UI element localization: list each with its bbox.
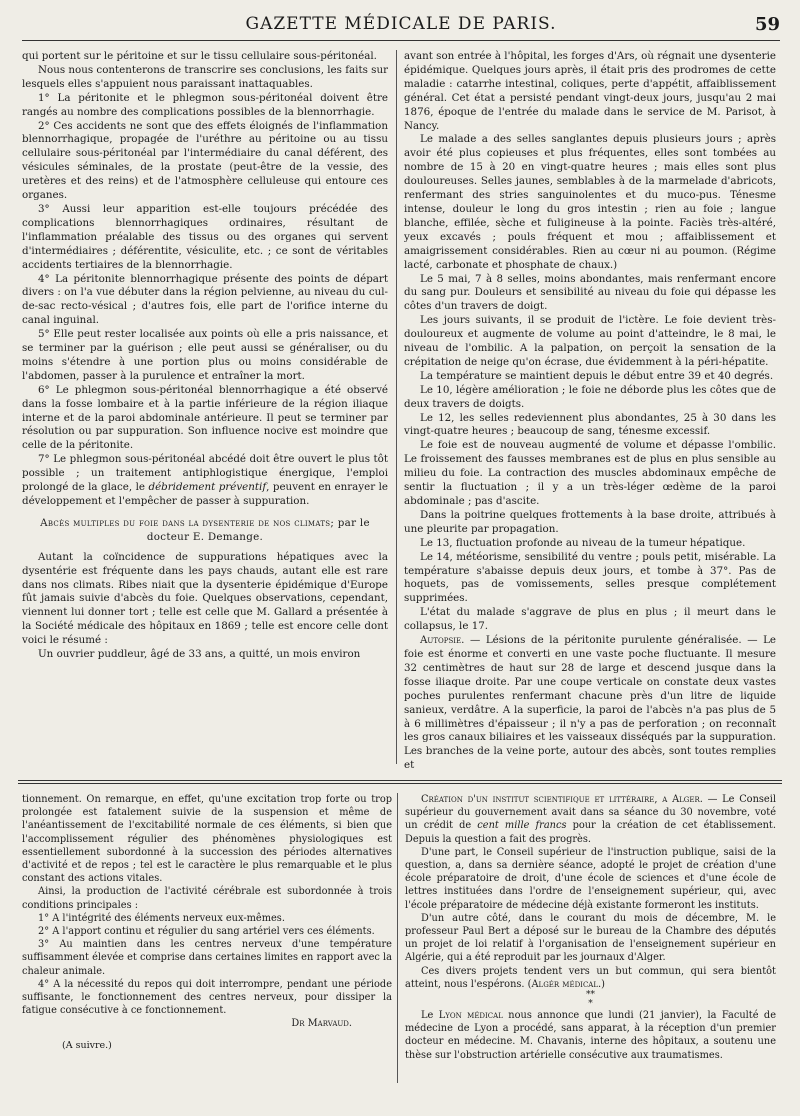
paragraph: Un ouvrier puddleur, âgé de 33 ans, a quitté, un mois environ — [38, 648, 361, 661]
paragraph: Création d'un institut scientifique et littéraire, a Alger. — Le Conseil supérieur du gouvernement avait dans sa séance du 30 novembre, voté un crédit de cent mille francs pour la création de cet établissement. Depuis la question a fait des progrès. — [405, 794, 776, 845]
paragraph: Nous nous contenterons de transcrire ses conclusions, les faits sur lesquels elles s'appuient nous paraissant inattaquables. — [22, 63, 388, 90]
paragraph: Dans la poitrine quelques frottements à la base droite, attribués à une pleurite par propagation. — [404, 508, 776, 535]
paragraph: Le 12, les selles redeviennent plus abondantes, 25 à 30 dans les vingt-quatre heures ; beaucoup de sang, ténesme excessif. — [404, 411, 776, 438]
paragraph: 6° Le phlegmon sous-péritonéal blennorrhagique a été observé dans la fosse lombaire et à la partie inférieure de la région iliaque interne et de la paroi abdominale antérieure. Il peut se terminer par résolution ou par suppuration. Son influence nocive est moindre que celle de la péritonite. — [22, 383, 388, 452]
paragraph: 3° Aussi leur apparition est-elle toujours précédée des complications blennorrhagiques ordinaires, résultant de l'inflammation préalable des tissus ou des organes qui servent d'intermédiaires ; déférentite, vésiculite, etc. ; ce sont de véritables accidents tertiaires de la blennorrhagie. — [22, 202, 388, 271]
page-number: 59 — [754, 14, 780, 35]
paragraph: Le 14, météorisme, sensibilité du ventre ; pouls petit, misérable. La température s'abaisse depuis deux jours, et tombe à 37°. Pas de hoquets, pas de vomissements, selles presque complétement supprimées. — [404, 550, 776, 605]
paragraph: D'un autre côté, dans le courant du mois de décembre, M. le professeur Paul Bert a déposé sur le bureau de la Chambre des députés un projet de loi relatif à l'organisation de l'enseignement supérieur en Algérie, qui a été reproduit par les journaux d'Alger. — [405, 912, 776, 964]
asterism: ** * — [586, 990, 595, 1010]
section-heading: Abcès multiples du foie dans la dysenterie de nos climats; par le docteur E. Demange. — [40, 516, 370, 543]
column-divider — [396, 50, 397, 764]
page-header — [22, 0, 780, 41]
paragraph: Les jours suivants, il se produit de l'ictère. Le foie devient très-douloureux et augmente de volume au point d'atteindre, le 8 mai, le niveau de l'ombilic. A la palpation, on perçoit la sensation de la crépitation de neige qu'on écrase, due évidemment à la péri-hépatite. — [404, 314, 776, 368]
paragraph: 3° Au maintien dans les centres nerveux d'une température suffisamment élevée et comprise dans certaines limites en rapport avec la chaleur animale. — [22, 939, 392, 977]
paragraph: qui portent sur le péritoine et sur le tissu cellulaire sous-péritonéal. — [22, 50, 377, 62]
paragraph: avant son entrée à l'hôpital, les forges d'Ars, où régnait une dysenterie épidémique. Quelques jours après, il était pris des prodromes de cette maladie : catarrhe intestinal, coliques, perte d'appétit, affaiblissement général. Cet état a persisté pendant vingt-deux jours, jusqu'au 2 mai 1876, époque de l'entrée du malade dans le service de M. Parisot, à Nancy. — [404, 50, 776, 132]
column-left-bottom — [22, 793, 392, 1093]
journal-title: GAZETTE MÉDICALE DE PARIS. — [245, 14, 557, 34]
paragraph: 2° Ces accidents ne sont que des effets éloignés de l'inflammation blennorrhagique, propagée de l'uréthre au péritoine ou au tissu cellulaire sous-péritonéal par l'intermédiaire du canal déférent, des vésicules séminales, de la prostate (peut-être de la vessie, des uretères et des reins) et de l'atmosphère celluleuse qui entoure ces organes. — [22, 119, 388, 202]
paragraph: tionnement. On remarque, en effet, qu'une excitation trop forte ou trop prolongée est fatalement suivie de la suspension et même de l'anéantissement de l'excitabilité normale de ces éléments, si bien que l'accomplissement régulier des phénomènes physiologiques est essentiellement subordonné à la succession des périodes alternatives d'activité et de repos ; tel est le caractère le plus remarquable et le plus constant des actions vitales. — [22, 794, 392, 885]
author-signature: Dr Marvaud. — [291, 1018, 352, 1030]
to-be-continued: (A suivre.) — [62, 1039, 112, 1051]
paragraph: 4° A la nécessité du repos qui doit interrompre, pendant une période suffisante, le fonctionnement des centres nerveux, pour dissiper la fatigue consécutive à ce fonctionnement. — [22, 978, 392, 1017]
column-right-bottom — [405, 793, 776, 1093]
paragraph: 4° La péritonite blennorrhagique présente des points de départ divers : on l'a vue débuter dans la région pelvienne, au niveau du cul-de-sac recto-vésical ; d'autres fois, elle part de l'orifice interne du canal inguinal. — [22, 272, 388, 327]
paragraph: L'état du malade s'aggrave de plus en plus ; il meurt dans le collapsus, le 17. — [404, 606, 776, 633]
paragraph: 5° Elle peut rester localisée aux points où elle a pris naissance, et se terminer par la guérison ; elle peut aussi se généraliser, ou du moins s'étendre à une portion plus ou moins considérable de l'abdomen, passer à la purulence et entraîner la mort. — [22, 328, 388, 382]
column-left-top — [22, 50, 388, 780]
paragraph: 1° A l'intégrité des éléments nerveux eux-mêmes. — [38, 912, 285, 924]
paragraph: La température se maintient depuis le début entre 39 et 40 degrés. — [420, 369, 774, 382]
paragraph: D'une part, le Conseil supérieur de l'instruction publique, saisi de la question, a, dans sa dernière séance, adopté le projet de création d'une école préparatoire de droit, d'une école de sciences et d'une école de lettres instituées dans l'ordre de l'enseignement supérieur, qui, avec l'école préparatoire de médecine déjà existante formeront les instituts. — [405, 846, 776, 911]
paragraph: Le 13, fluctuation profonde au niveau de la tumeur hépatique. — [420, 536, 746, 549]
paragraph: Autant la coïncidence de suppurations hépatiques avec la dysentérie est fréquente dans les pays chauds, autant elle est rare dans nos climats. Ribes niait que la dysenterie épidémique d'Europe fût jamais suivie d'abcès du foie. Quelques observations, cependant, viennent lui donner tort ; telle est celle que M. Gallard a présentée à la Société médicale des hôpitaux en 1869 ; telle est encore celle dont voici le résumé : — [22, 550, 388, 647]
paragraph: Le Lyon médical nous annonce que lundi (21 janvier), la Faculté de médecine de Lyon a procédé, sans apparat, à la réception d'un premier docteur en médecine. M. Chavanis, interne des hôpitaux, a soutenu une thèse sur l'obstruction artérielle consécutive aux traumatismes. — [405, 1010, 776, 1061]
paragraph: Le 10, légère amélioration ; le foie ne déborde plus les côtes que de deux travers de doigts. — [404, 383, 776, 410]
autopsie-paragraph: Autopsie. — Lésions de la péritonite purulente généralisée. — Le foie est énorme et converti en une vaste poche fluctuante. Il mesure 32 centimètres de haut sur 28 de large et descend jusque dans la fosse iliaque droite. Par une coupe verticale on constate deux vastes poches purulentes renfermant chacune près d'un litre de liquide sanieux, verdâtre. A la superficie, la paroi de l'abcès n'a pas plus de 5 à 6 millimètres d'épaisseur ; il n'y a pas de perforation ; on reconnaît les gros canaux biliaires et les vaisseaux disséqués par la suppuration. Les branches de la veine porte, autour des abcès, sont toutes remplies et — [404, 634, 776, 772]
paragraph: Le 5 mai, 7 à 8 selles, moins abondantes, mais renfermant encore du sang pur. Douleurs et sensibilité au niveau du foie qui dépasse les côtes d'un travers de doigt. — [404, 272, 776, 313]
paragraph: Ainsi, la production de l'activité cérébrale est subordonnée à trois conditions principales : — [22, 886, 392, 911]
paragraph: 1° La péritonite et le phlegmon sous-péritonéal doivent être rangés au nombre des complications possibles de la blennorrhagie. — [22, 91, 388, 118]
paragraph: Le malade a des selles sanglantes depuis plusieurs jours ; après avoir été plus copieuses et plus fréquentes, elles sont tombées au nombre de 15 à 20 en vingt-quatre heures ; mais elles sont plus douloureuses. Selles jaunes, semblables à de la marmelade d'abricots, renfermant des stries sanguinolentes et du muco-pus. Ténesme intense, douleur le long du gros intestin ; rien au foie ; langue blanche, effilée, sèche et fuligineuse à la pointe. Faciès très-altéré, yeux excavés ; pouls fréquent et mou ; affaiblissement et amaigrissement considérables. Rien au cœur ni au poumon. (Régime lacté, carbonate et phosphate de chaux.) — [404, 133, 776, 271]
paragraph: Ces divers projets tendent vers un but commun, qui sera bientôt atteint, nous l'espérons. (Algér médical.) — [405, 965, 776, 990]
column-right-top — [404, 50, 776, 780]
paragraph: 7° Le phlegmon sous-péritonéal abcédé doit être ouvert le plus tôt possible ; un traitement antiphlogistique énergique, l'emploi prolongé de la glace, le débridement préventif, peuvent en enrayer le développement et l'empêcher de passer à suppuration. — [22, 453, 388, 507]
column-divider-bottom — [397, 793, 398, 1083]
feuilleton-rule — [18, 780, 782, 784]
paragraph: Le foie est de nouveau augmenté de volume et dépasse l'ombilic. Le froissement des fausses membranes est de plus en plus sensible au milieu du foie. La contraction des muscles abdominaux empêche de sentir la fluctuation ; il y a un très-léger œdème de la paroi abdominale ; pas d'ascite. — [404, 439, 776, 507]
paragraph: 2° A l'apport continu et régulier du sang artériel vers ces éléments. — [38, 926, 375, 938]
